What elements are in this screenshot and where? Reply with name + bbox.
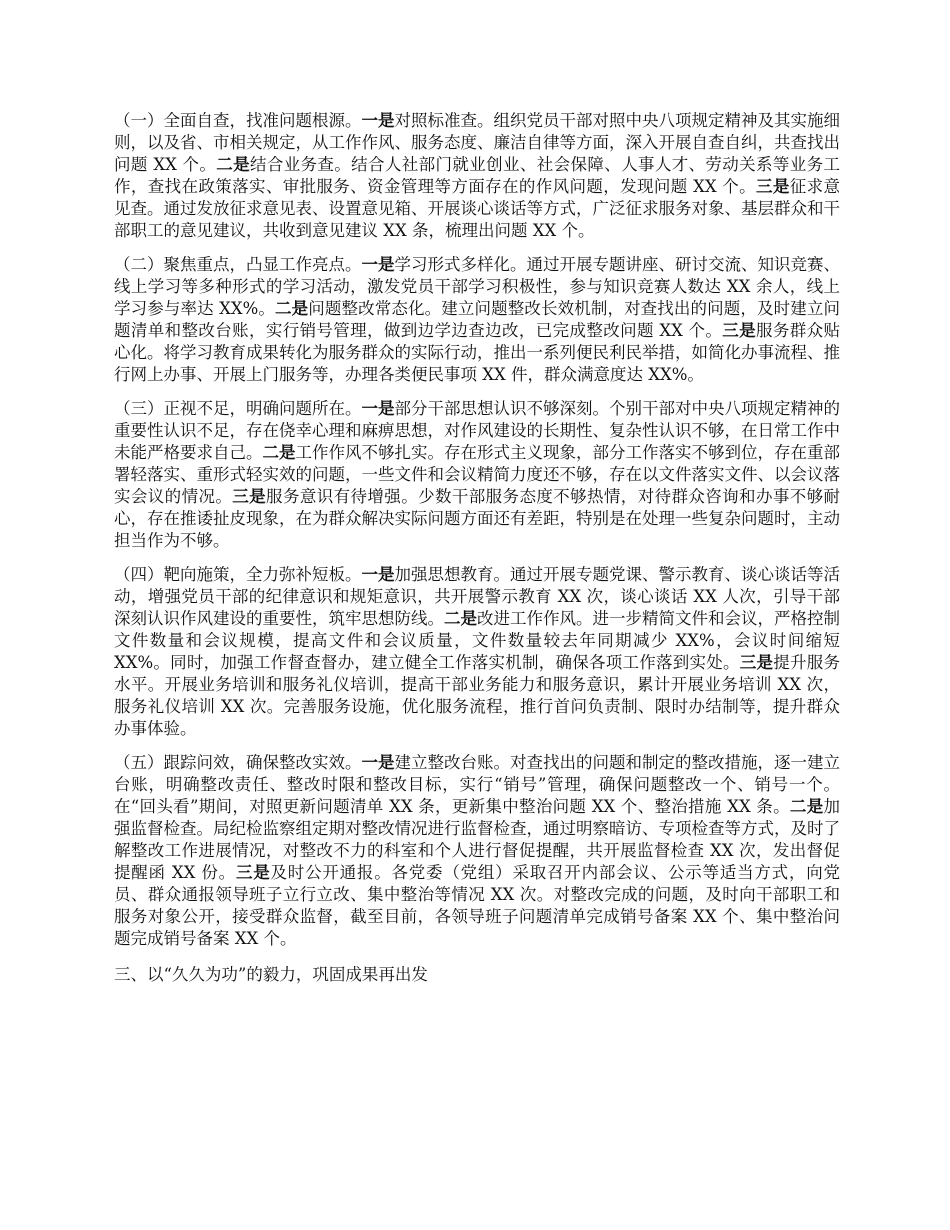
segment-bold: 三是 <box>235 863 271 882</box>
segment: 服务意识有待增强。少数干部服务态度不够热情，对待群众咨询和办事不够耐心，存在推诿扯皮现象，在为群众解决实际问题方面还有差距，特别是在处理一些复杂问题时，主动担当作为不够。 <box>114 487 841 550</box>
segment: （一）全面自查，找准问题根源。 <box>114 111 362 130</box>
segment: （四）靶向施策，全力弥补短板。 <box>114 565 362 584</box>
segment-bold: 一是 <box>361 255 395 274</box>
segment: （三）正视不足，明确问题所在。 <box>114 399 362 418</box>
segment: 提升服务水平。开展业务培训和服务礼仪培训，提高干部业务能力和服务意识，累计开展业务培训 XX 次，服务礼仪培训 XX 次。完善服务设施，优化服务流程，推行首问负责制、限时办结制等，提升群众办事体验。 <box>114 653 841 738</box>
paragraph-measures <box>114 564 840 740</box>
segment: 加强监督检查。局纪检监察组定期对整改情况进行监督检查，通过明察暗访、专项检查等方式，及时了解整改工作进展情况，对整改不力的科室和个人进行督促提醒，共开展监督检查 XX 次，发出督促提醒函 XX 份。 <box>114 797 841 882</box>
paragraph-shortcomings <box>114 398 840 552</box>
segment: 服务群众贴心化。将学习教育成果转化为服务群众的实际行动，推出一系列便民利民举措，如简化办事流程、推行网上办事、开展上门服务等，办理各类便民事项 XX 件，群众满意度达 XX%。 <box>114 321 841 384</box>
paragraph-follow-up <box>114 752 840 950</box>
segment-bold: 二是 <box>275 299 309 318</box>
section-heading: 三、以“久久为功”的毅力，巩固成果再出发 <box>114 965 428 984</box>
segment: 改进工作作风。进一步精简文件和会议，严格控制文件数量和会议规模，提高文件和会议质量，文件数量较去年同期减少 XX%，会议时间缩短 XX%。同时，加强工作督查督办，建立健全工作落实机制，确保各项工作落到实处。 <box>114 609 840 672</box>
segment-bold: 三是 <box>722 321 757 340</box>
segment: 建立整改台账。对查找出的问题和制定的整改措施，逐一建立台账，明确整改责任、整改时限和整改目标，实行“销号”管理，确保问题整改一个、销号一个。在“回头看”期间，对照更新问题清单 XX 条，更新集中整治问题 XX 个、整治措施 XX 条。 <box>114 753 840 816</box>
segment-bold: 三是 <box>739 653 774 672</box>
segment: （二）聚焦重点，凸显工作亮点。 <box>114 255 362 274</box>
segment-bold: 一是 <box>361 399 395 418</box>
segment-bold: 三是 <box>232 487 267 506</box>
segment-bold: 一是 <box>361 753 395 772</box>
document-body <box>114 110 840 986</box>
segment: 工作作风不够扎实。存在形式主义现象，部分工作落实不够到位，存在重部署轻落实、重形式轻实效的问题，一些文件和会议精简力度还不够，存在以文件落实文件、以会议落实会议的情况。 <box>114 443 840 506</box>
segment-bold: 二是 <box>216 155 250 174</box>
segment: 学习形式多样化。通过开展专题讲座、研讨交流、知识竞赛、线上学习等多种形式的学习活动，激发党员干部学习积极性，参与知识竞赛人数达 XX 余人，线上学习参与率达 XX%。 <box>114 255 840 318</box>
segment-bold: 三是 <box>756 177 790 196</box>
segment: 对照标准查。组织党员干部对照中央八项规定精神及其实施细则，以及省、市相关规定，从工作作风、服务态度、廉洁自律等方面，深入开展自查自纠，共查找出问题 XX 个。 <box>114 111 840 174</box>
paragraph-highlights <box>114 254 840 386</box>
segment-bold: 二是 <box>262 443 296 462</box>
paragraph-self-inspection <box>114 110 840 242</box>
segment-bold: 一是 <box>361 565 395 584</box>
segment: 部分干部思想认识不够深刻。个别干部对中央八项规定精神的重要性认识不足，存在侥幸心理和麻痹思想，对作风建设的长期性、复杂性认识不够，在日常工作中未能严格要求自己。 <box>114 399 840 462</box>
segment-bold: 二是 <box>444 609 477 628</box>
segment: 加强思想教育。通过开展专题党课、警示教育、谈心谈话等活动，增强党员干部的纪律意识和规矩意识，共开展警示教育 XX 次，谈心谈话 XX 人次，引导干部深刻认识作风建设的重要性，筑牢思想防线。 <box>114 565 840 628</box>
segment-bold: 一是 <box>361 111 395 130</box>
segment: 征求意见查。通过发放征求意见表、设置意见箱、开展谈心谈话等方式，广泛征求服务对象、基层群众和干部职工的意见建议，共收到意见建议 XX 条，梳理出问题 XX 个。 <box>114 177 841 240</box>
segment: 结合业务查。结合人社部门就业创业、社会保障、人事人才、劳动关系等业务工作，查找在政策落实、审批服务、资金管理等方面存在的作风问题，发现问题 XX 个。 <box>114 155 841 196</box>
segment: 问题整改常态化。建立问题整改长效机制，对查找出的问题，及时建立问题清单和整改台账，实行销号管理，做到边学边查边改，已完成整改问题 XX 个。 <box>114 299 841 340</box>
segment: （五）跟踪问效，确保整改实效。 <box>114 753 362 772</box>
segment: 及时公开通报。各党委（党组）采取召开内部会议、公示等适当方式，向党员、群众通报领导班子立行立改、集中整治等情况 XX 次。对整改完成的问题，及时向干部职工和服务对象公开，接受群众监督，截至目前，各领导班子问题清单完成销号备案 XX 个、集中整治问题完成销号备案 XX 个。 <box>114 863 841 948</box>
segment-bold: 二是 <box>789 797 824 816</box>
